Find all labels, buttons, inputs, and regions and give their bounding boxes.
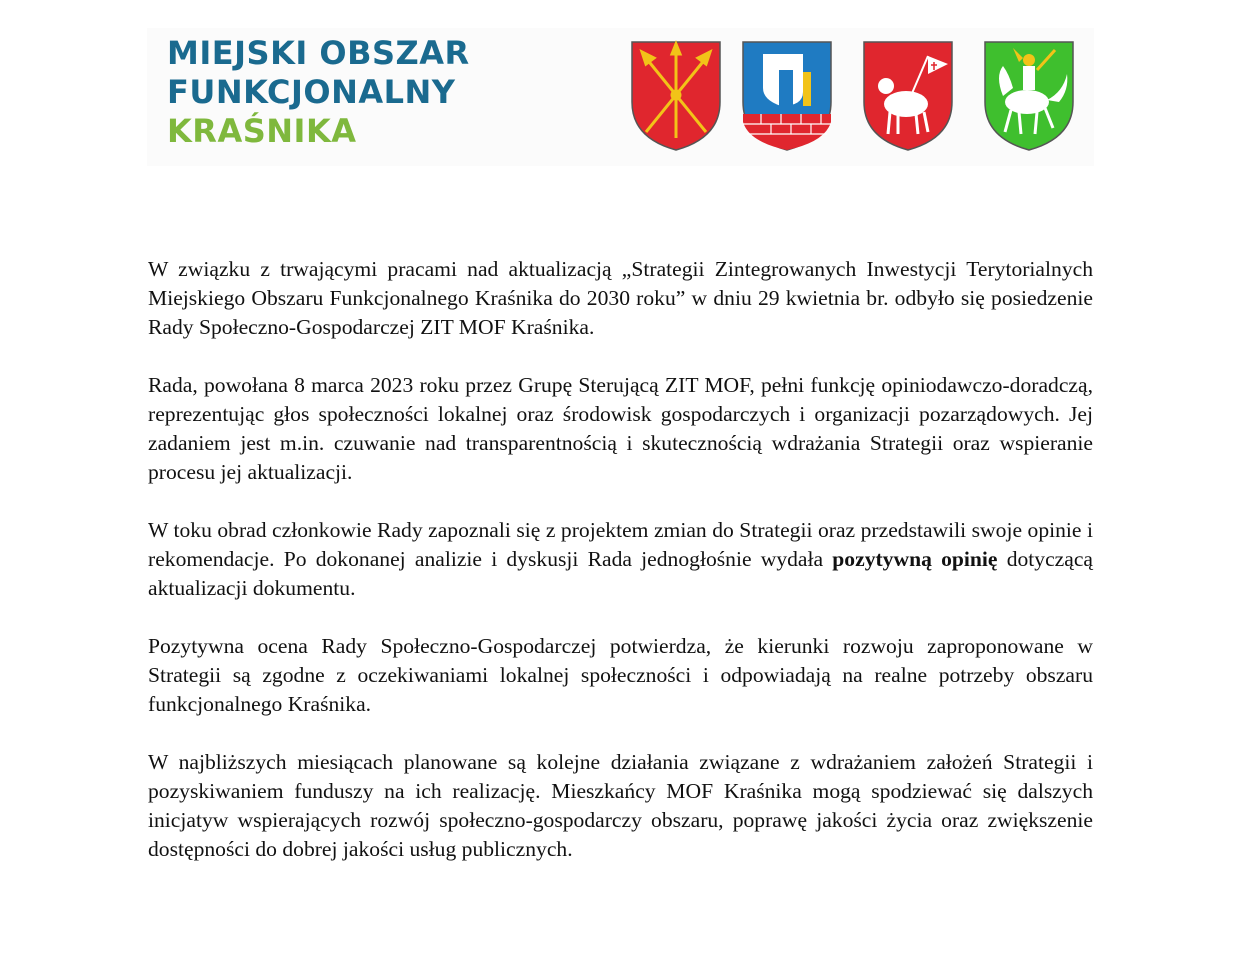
paragraph-3-end: dotyczącą aktualizacji dokumentu. <box>148 547 1094 600</box>
paragraph-2: Rada, powołana 8 marca 2023 roku przez Grupę Sterującą ZIT MOF, pełni funkcję opiniodawczo-doradczą, reprezentując głos społeczności lokalnej oraz środowisk gospodarczych i organizacji pozarządowych. Jej zadaniem jest m.in. czuwanie nad transparentnością i skutecznością wdrażania Strategii oraz wspieranie procesu jej aktualizacji. <box>148 373 1093 484</box>
paragraph-3-start: W toku obrad członkowie Rady zapoznali się z projektem zmian do Strategii oraz przedstawili swoje opinie i rekomendacje. Po dokonanej analizie i dyskusji Rada jednogłośnie wydała <box>148 518 1093 571</box>
crossed-spears-crest-icon <box>630 40 722 152</box>
logo-line-3: KRAŚNIKA <box>167 112 357 150</box>
knight-on-horse-crest-icon <box>983 40 1075 152</box>
logo-line-2: FUNKCJONALNY <box>167 73 456 111</box>
paragraph-5: W najbliższych miesiącach planowane są kolejne działania związane z wdrażaniem założeń Strategii i pozyskiwaniem funduszy na ich realizację. Mieszkańcy MOF Kraśnika mogą spodziewać się dalszych inicjatyw wspierających rozwój społeczno-gospodarczy obszaru, poprawę jakości życia oraz zwiększenie dostępności do dobrej jakości usług publicznych. <box>148 750 1093 861</box>
mof-krasnik-logo <box>167 34 470 151</box>
article-body <box>148 255 1093 893</box>
logo-line-1: MIEJSKI OBSZAR <box>167 34 470 72</box>
positive-opinion-bold: pozytywną opinię <box>832 547 998 571</box>
paragraph-1: W związku z trwającymi pracami nad aktualizacją „Strategii Zintegrowanych Inwestycji Terytorialnych Miejskiego Obszaru Funkcjonalnego Kraśnika do 2030 roku” w dniu 29 kwietnia br. odbyło się posiedzenie Rady Społeczno-Gospodarczej ZIT MOF Kraśnika. <box>148 257 1093 339</box>
paragraph-4: Pozytywna ocena Rady Społeczno-Gospodarczej potwierdza, że kierunki rozwoju zaproponowane w Strategii są zgodne z oczekiwaniami lokalnej społeczności i odpowiadają na realne potrzeby obszaru funkcjonalnego Kraśnika. <box>148 634 1093 716</box>
paragraph-3 <box>148 516 1093 603</box>
tower-crest-icon <box>741 40 833 152</box>
lamb-with-banner-crest-icon <box>862 40 954 152</box>
